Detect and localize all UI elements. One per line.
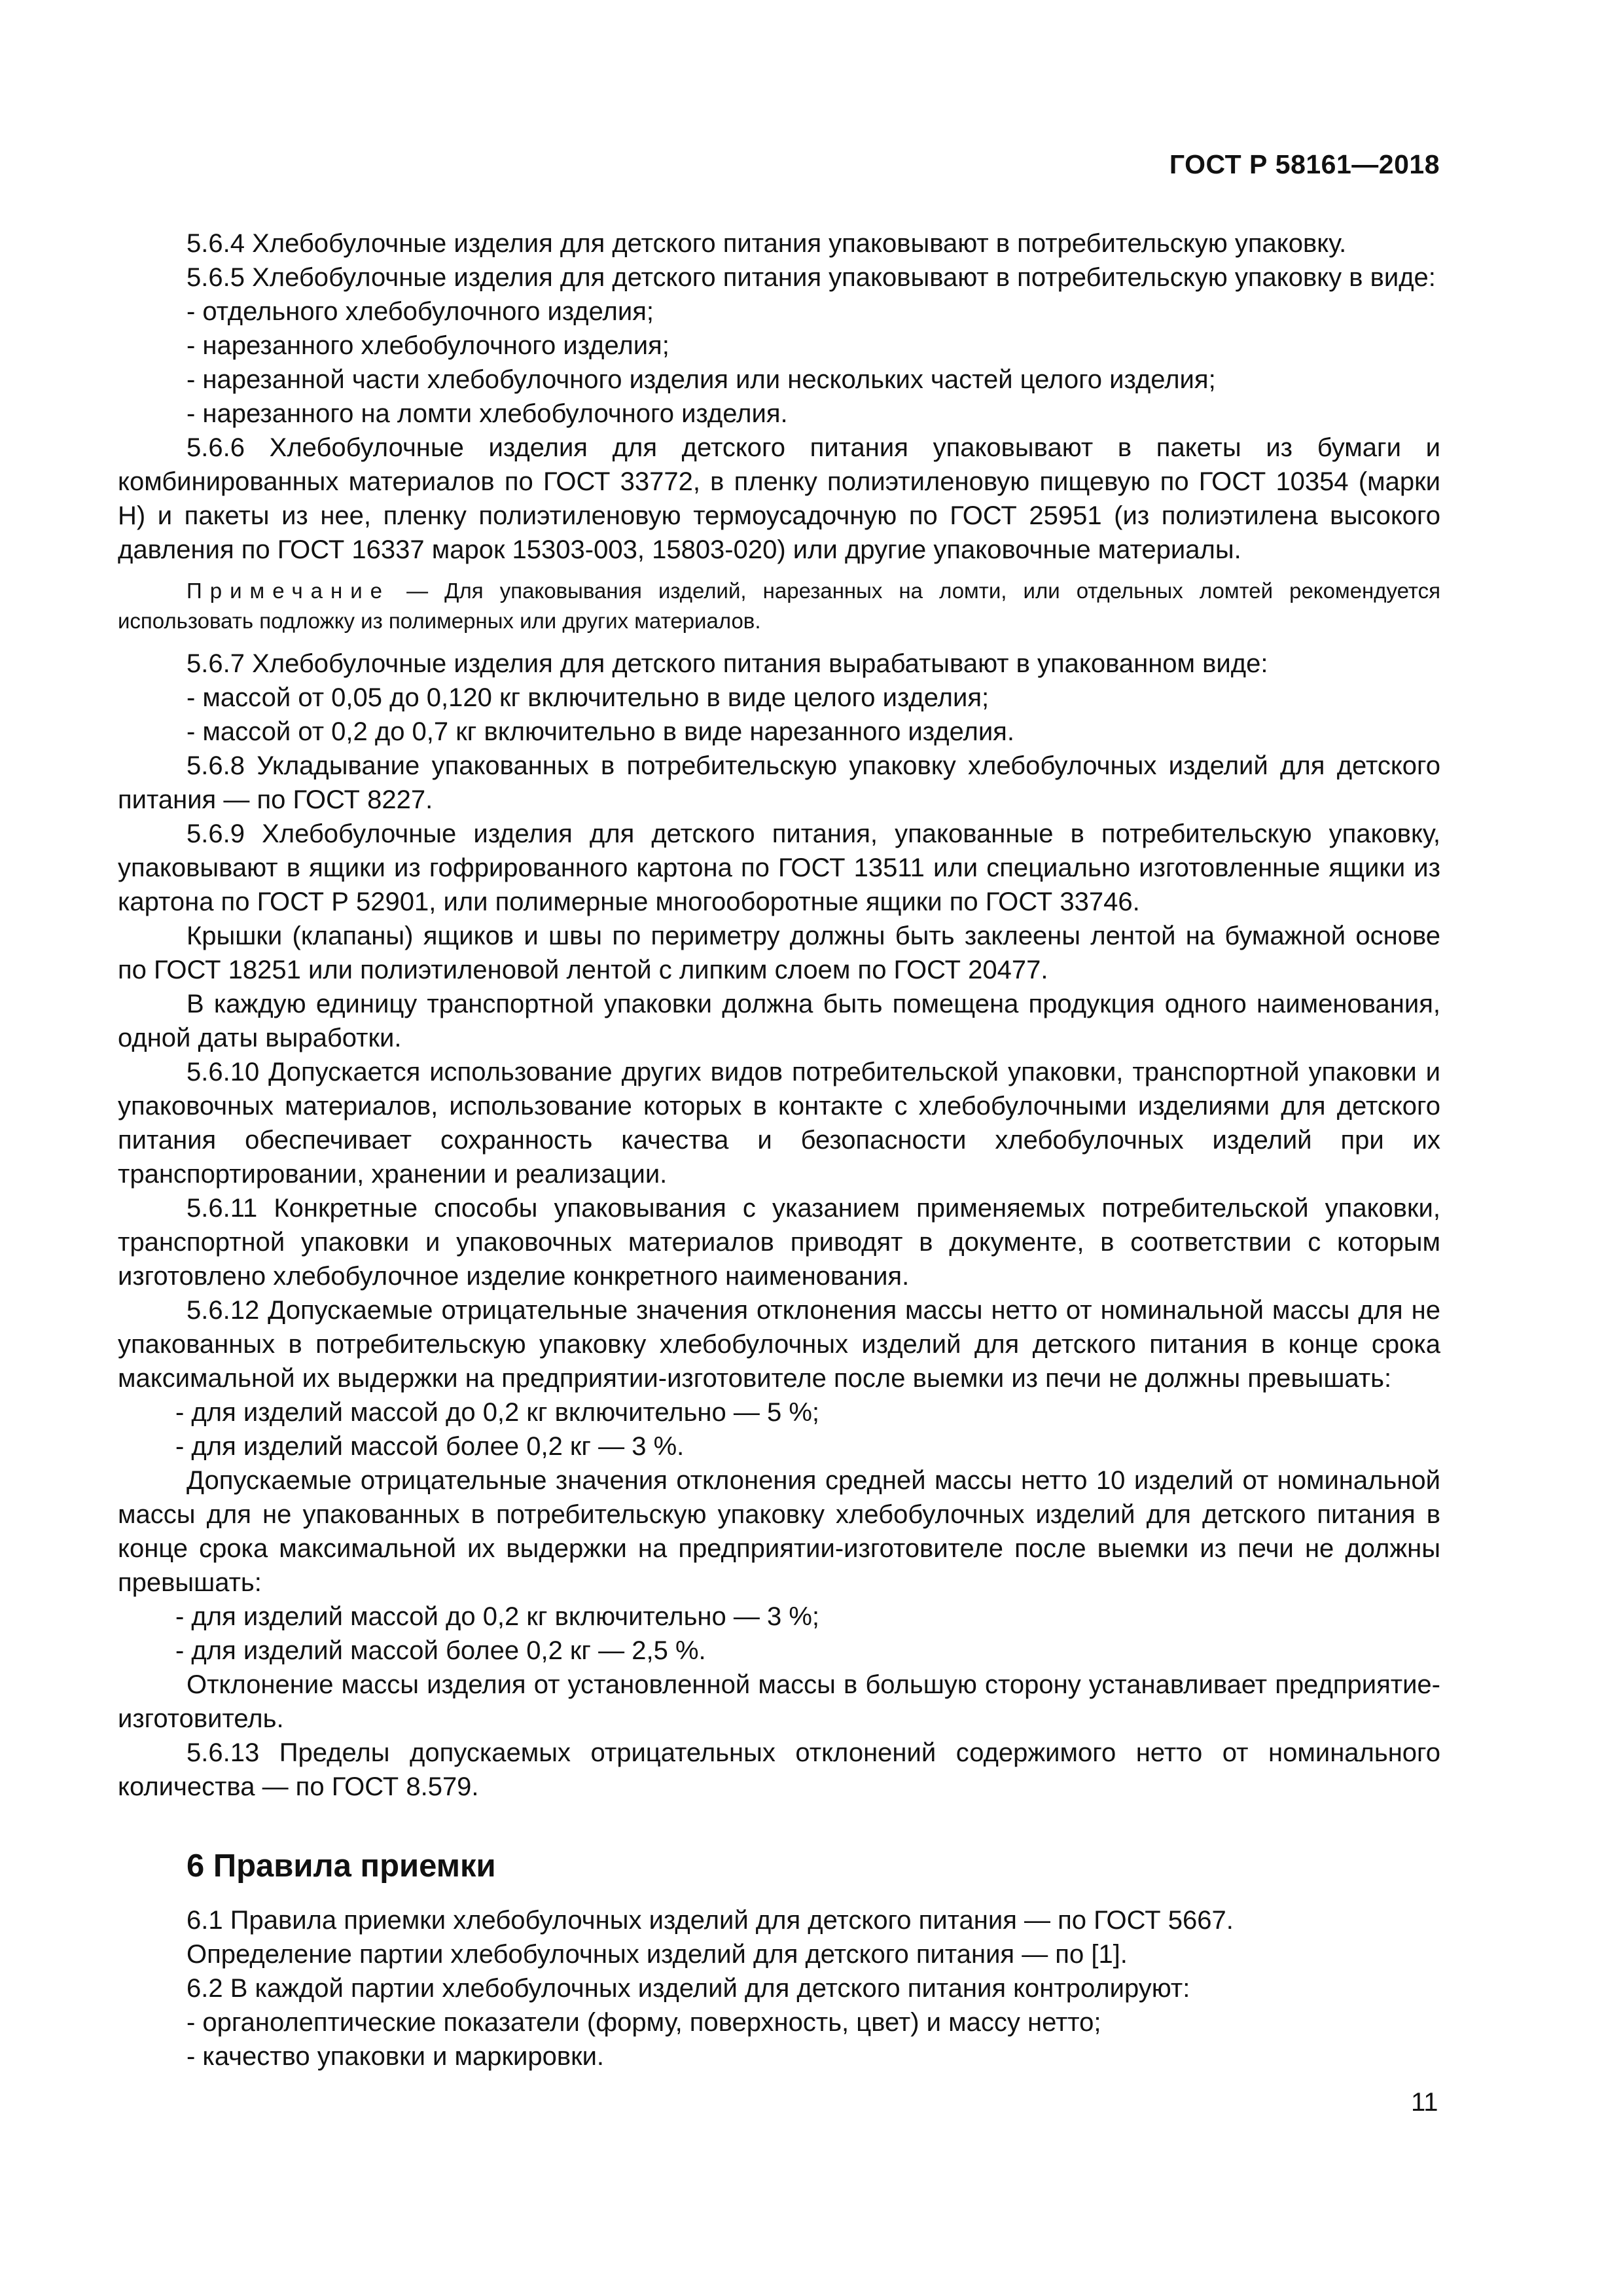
paragraph: 5.6.8 Укладывание упакованных в потребительскую упаковку хлебобулочных изделий для детского питания — по ГОСТ 8227. (118, 751, 1440, 814)
paragraph: 5.6.11 Конкретные способы упаковывания с указанием применяемых потребительской упаковки, транспортной упаковки и упаковочных материалов приводят в документе, в соответствии с которым изготовлено хлебобулочное изделие конкретного наименования. (118, 1194, 1440, 1291)
list-item: - органолептические показатели (форму, поверхность, цвет) и массу нетто; (187, 2008, 1101, 2037)
list-item: - качество упаковки и маркировки. (187, 2042, 605, 2071)
note-text: — Для упаковывания изделий, нарезанных на ломти, или отдельных ломтей рекомендуется использовать подложку из полимерных или других материалов. (118, 579, 1440, 633)
section-heading: 6 Правила приемки (187, 1848, 496, 1884)
paragraph: Определение партии хлебобулочных изделий для детского питания — по [1]. (187, 1940, 1128, 1969)
page-number: 11 (1411, 2088, 1438, 2117)
paragraph: 5.6.9 Хлебобулочные изделия для детского питания, упакованные в потребительскую упаковку, упаковывают в ящики из гофрированного картона по ГОСТ 13511 или специально изготовленные ящики из картона по ГОСТ Р 52901, или полимерные многооборотные ящики по ГОСТ 33746. (118, 819, 1440, 916)
list-item: - нарезанного на ломти хлебобулочного изделия. (187, 399, 788, 428)
paragraph: Отклонение массы изделия от установленной массы в большую сторону устанавливает предприятие-изготовитель. (118, 1670, 1440, 1733)
list-item: - массой от 0,05 до 0,120 кг включительно в виде целого изделия; (187, 683, 990, 712)
list-item: - для изделий массой более 0,2 кг — 2,5 %. (175, 1636, 706, 1665)
paragraph: 5.6.10 Допускается использование других видов потребительской упаковки, транспортной упаковки и упаковочных материалов, использование которых в контакте с хлебобулочными изделиями для детского питания обеспечивает сохранность качества и безопасности хлебобулочных изделий при их транспортировании, хранении и реализации. (118, 1058, 1440, 1189)
paragraph: 5.6.7 Хлебобулочные изделия для детского питания вырабатывают в упакованном виде: (187, 649, 1268, 678)
list-item: - для изделий массой до 0,2 кг включительно — 5 %; (175, 1398, 820, 1427)
paragraph: 5.6.6 Хлебобулочные изделия для детского питания упаковывают в пакеты из бумаги и комбинированных материалов по ГОСТ 33772, в пленку полиэтиленовую пищевую по ГОСТ 10354 (марки Н) и пакеты из нее, пленку полиэтиленовую термоусадочную по ГОСТ 25951 (из полиэтилена высокого давления по ГОСТ 16337 марок 15303-003, 15803-020) или другие упаковочные материалы. (118, 433, 1440, 564)
paragraph: 5.6.5 Хлебобулочные изделия для детского питания упаковывают в потребительскую упаковку в виде: (187, 263, 1436, 292)
note-paragraph (118, 576, 1440, 636)
standard-header: ГОСТ Р 58161—2018 (1169, 149, 1440, 179)
paragraph: 6.2 В каждой партии хлебобулочных изделий для детского питания контролируют: (187, 1974, 1190, 2003)
list-item: - массой от 0,2 до 0,7 кг включительно в виде нарезанного изделия. (187, 717, 1014, 746)
paragraph: 6.1 Правила приемки хлебобулочных изделий для детского питания — по ГОСТ 5667. (187, 1906, 1234, 1935)
note-label: Примечание (187, 579, 391, 603)
paragraph: Допускаемые отрицательные значения отклонения средней массы нетто 10 изделий от номинальной массы для не упакованных в потребительскую упаковку хлебобулочных изделий для детского питания в конце срока максимальной их выдержки на предприятии-изготовителе после выемки из печи не должны превышать: (118, 1466, 1440, 1597)
list-item: - нарезанного хлебобулочного изделия; (187, 331, 669, 360)
paragraph: 5.6.13 Пределы допускаемых отрицательных отклонений содержимого нетто от номинального количества — по ГОСТ 8.579. (118, 1738, 1440, 1801)
paragraph: 5.6.4 Хлебобулочные изделия для детского питания упаковывают в потребительскую упаковку. (187, 229, 1347, 258)
list-item: - для изделий массой более 0,2 кг — 3 %. (175, 1432, 685, 1461)
list-item: - отдельного хлебобулочного изделия; (187, 297, 654, 326)
document-body (118, 226, 1440, 2073)
paragraph: 5.6.12 Допускаемые отрицательные значения отклонения массы нетто от номинальной массы для не упакованных в потребительскую упаковку хлебобулочных изделий для детского питания в конце срока максимальной их выдержки на предприятии-изготовителе после выемки из печи не должны превышать: (118, 1296, 1440, 1393)
list-item: - для изделий массой до 0,2 кг включительно — 3 %; (175, 1602, 820, 1631)
list-item: - нарезанной части хлебобулочного изделия или нескольких частей целого изделия; (187, 365, 1216, 394)
paragraph: В каждую единицу транспортной упаковки должна быть помещена продукция одного наименования, одной даты выработки. (118, 990, 1440, 1052)
paragraph: Крышки (клапаны) ящиков и швы по периметру должны быть заклеены лентой на бумажной основе по ГОСТ 18251 или полиэтиленовой лентой с липким слоем по ГОСТ 20477. (118, 922, 1440, 984)
